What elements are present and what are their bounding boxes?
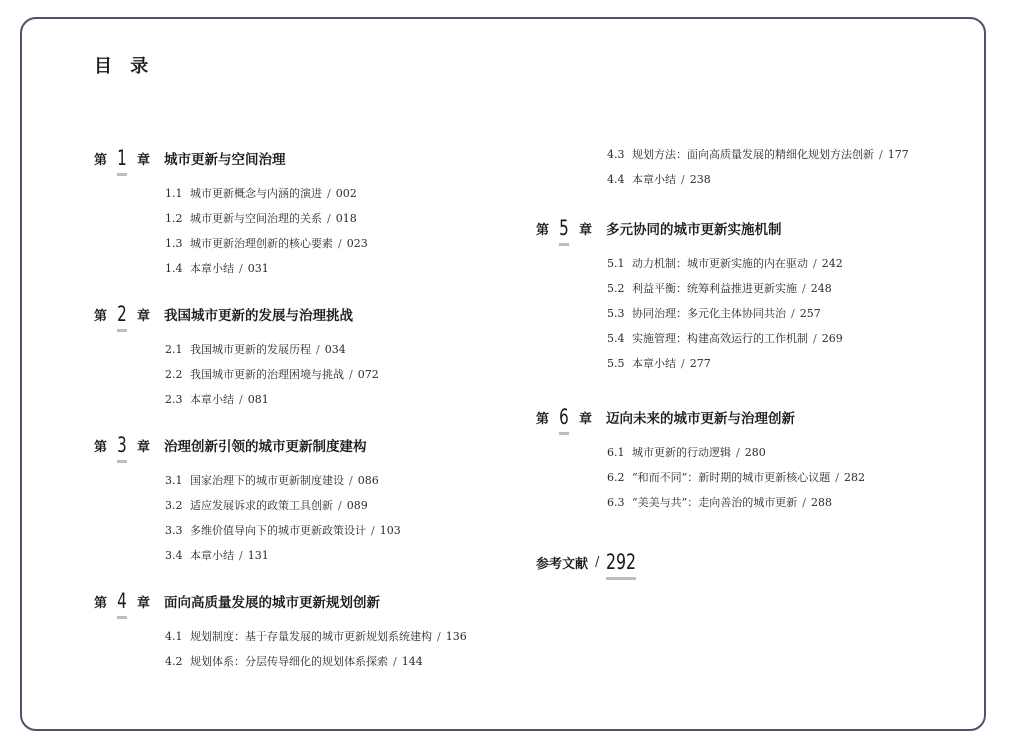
section-number: 2.3 bbox=[165, 393, 183, 406]
section-title: 本章小结 bbox=[190, 549, 234, 562]
page-separator: / bbox=[239, 549, 243, 562]
section-number: 6.2 bbox=[607, 471, 625, 484]
chapter-prefix: 第 bbox=[94, 152, 108, 168]
page-separator: / bbox=[316, 343, 320, 356]
chapter-heading[interactable] bbox=[94, 299, 514, 329]
section-title: “美美与共”：走向善治的城市更新 bbox=[632, 496, 798, 509]
section-page: 136 bbox=[445, 630, 467, 643]
section-page: 031 bbox=[247, 262, 269, 275]
section-number: 2.1 bbox=[165, 343, 183, 356]
section-number: 4.4 bbox=[607, 173, 625, 186]
references-entry[interactable] bbox=[536, 550, 956, 574]
section-page: 269 bbox=[821, 332, 843, 345]
chapter-title: 迈向未来的城市更新与治理创新 bbox=[606, 411, 796, 427]
page-separator: / bbox=[791, 307, 795, 320]
section-title: 动力机制：城市更新实施的内在驱动 bbox=[632, 257, 808, 270]
section-title: 本章小结 bbox=[632, 357, 676, 370]
section-number: 2.2 bbox=[165, 368, 183, 381]
chapter-heading[interactable] bbox=[536, 213, 956, 243]
section-title: 协同治理：多元化主体协同共治 bbox=[632, 307, 786, 320]
section-item[interactable] bbox=[165, 206, 514, 231]
chapter-heading[interactable] bbox=[94, 143, 514, 173]
section-page: 002 bbox=[335, 187, 357, 200]
chapter-title: 多元协同的城市更新实施机制 bbox=[606, 222, 782, 238]
page-separator: / bbox=[393, 655, 397, 668]
section-item[interactable] bbox=[607, 167, 956, 192]
section-item[interactable] bbox=[165, 624, 514, 649]
section-page: 034 bbox=[324, 343, 346, 356]
section-title: 适应发展诉求的政策工具创新 bbox=[190, 499, 333, 512]
page-separator: / bbox=[349, 474, 353, 487]
section-title: 利益平衡：统筹利益推进更新实施 bbox=[632, 282, 797, 295]
section-item[interactable] bbox=[607, 251, 956, 276]
chapter-heading[interactable] bbox=[536, 402, 956, 432]
section-page: 242 bbox=[821, 257, 843, 270]
page-separator: / bbox=[835, 471, 839, 484]
section-number: 4.1 bbox=[165, 630, 183, 643]
chapter-prefix: 第 bbox=[94, 308, 108, 324]
section-page: 131 bbox=[247, 549, 269, 562]
chapter-5 bbox=[536, 213, 956, 376]
references-label: 参考文献 bbox=[536, 556, 589, 572]
page-separator: / bbox=[349, 368, 353, 381]
section-list bbox=[94, 468, 514, 568]
section-number: 5.4 bbox=[607, 332, 625, 345]
page-separator: / bbox=[736, 446, 740, 459]
page-separator: / bbox=[879, 148, 883, 161]
section-number: 5.3 bbox=[607, 307, 625, 320]
section-list bbox=[94, 181, 514, 281]
section-title: 城市更新治理创新的核心要素 bbox=[190, 237, 333, 250]
section-item[interactable] bbox=[607, 465, 956, 490]
page-separator: / bbox=[437, 630, 441, 643]
page-separator: / bbox=[595, 554, 600, 570]
section-title: 城市更新与空间治理的关系 bbox=[190, 212, 322, 225]
page-separator: / bbox=[813, 257, 817, 270]
section-title: 本章小结 bbox=[190, 262, 234, 275]
section-item[interactable] bbox=[607, 276, 956, 301]
chapter-prefix: 第 bbox=[536, 411, 550, 427]
section-list bbox=[94, 337, 514, 412]
section-number: 3.1 bbox=[165, 474, 183, 487]
page-separator: / bbox=[239, 262, 243, 275]
section-number: 5.2 bbox=[607, 282, 625, 295]
section-page: 089 bbox=[346, 499, 368, 512]
section-item[interactable] bbox=[607, 490, 956, 515]
page-separator: / bbox=[338, 499, 342, 512]
section-item[interactable] bbox=[165, 518, 514, 543]
section-title: 规划体系：分层传导细化的规划体系探索 bbox=[190, 655, 388, 668]
chapter-number: 6 bbox=[559, 405, 569, 429]
section-item[interactable] bbox=[607, 351, 956, 376]
section-number: 1.1 bbox=[165, 187, 183, 200]
section-item[interactable] bbox=[165, 256, 514, 281]
page-separator: / bbox=[338, 237, 342, 250]
section-page: 023 bbox=[346, 237, 368, 250]
section-list bbox=[536, 440, 956, 515]
section-page: 086 bbox=[357, 474, 379, 487]
section-item[interactable] bbox=[165, 387, 514, 412]
section-number: 1.4 bbox=[165, 262, 183, 275]
section-item[interactable] bbox=[165, 231, 514, 256]
section-title: 规划方法：面向高质量发展的精细化规划方法创新 bbox=[632, 148, 874, 161]
section-page: 288 bbox=[810, 496, 832, 509]
chapter-title: 我国城市更新的发展与治理挑战 bbox=[164, 308, 354, 324]
section-page: 177 bbox=[887, 148, 909, 161]
section-item[interactable] bbox=[165, 181, 514, 206]
section-item[interactable] bbox=[165, 468, 514, 493]
section-page: 238 bbox=[689, 173, 711, 186]
page-separator: / bbox=[327, 212, 331, 225]
chapter-suffix: 章 bbox=[137, 439, 151, 455]
section-number: 5.1 bbox=[607, 257, 625, 270]
section-title: 我国城市更新的发展历程 bbox=[190, 343, 311, 356]
section-number: 1.3 bbox=[165, 237, 183, 250]
section-title: 城市更新概念与内涵的演进 bbox=[190, 187, 322, 200]
section-number: 6.1 bbox=[607, 446, 625, 459]
section-page: 103 bbox=[379, 524, 401, 537]
section-title: 本章小结 bbox=[632, 173, 676, 186]
page-separator: / bbox=[371, 524, 375, 537]
chapter-heading[interactable] bbox=[94, 430, 514, 460]
chapter-heading[interactable] bbox=[94, 586, 514, 616]
section-page: 277 bbox=[689, 357, 711, 370]
section-title: 我国城市更新的治理困境与挑战 bbox=[190, 368, 344, 381]
chapter-number: 2 bbox=[117, 302, 127, 326]
section-list bbox=[94, 624, 514, 674]
chapter-prefix: 第 bbox=[94, 439, 108, 455]
chapter-4 bbox=[94, 586, 514, 674]
references-page: 292 bbox=[606, 550, 637, 574]
page-separator: / bbox=[327, 187, 331, 200]
page-separator: / bbox=[681, 357, 685, 370]
section-number: 3.4 bbox=[165, 549, 183, 562]
section-title: 多维价值导向下的城市更新政策设计 bbox=[190, 524, 366, 537]
section-list bbox=[536, 251, 956, 376]
section-item[interactable] bbox=[165, 337, 514, 362]
chapter-title: 城市更新与空间治理 bbox=[164, 152, 286, 168]
page-separator: / bbox=[802, 282, 806, 295]
chapter-3 bbox=[94, 430, 514, 568]
section-number: 5.5 bbox=[607, 357, 625, 370]
chapter-number: 5 bbox=[559, 216, 569, 240]
section-title: 城市更新的行动逻辑 bbox=[632, 446, 731, 459]
section-page: 144 bbox=[401, 655, 423, 668]
section-title: 本章小结 bbox=[190, 393, 234, 406]
chapter-6 bbox=[536, 402, 956, 515]
section-title: 国家治理下的城市更新制度建设 bbox=[190, 474, 344, 487]
section-page: 248 bbox=[810, 282, 832, 295]
section-item[interactable] bbox=[607, 326, 956, 351]
chapter-2 bbox=[94, 299, 514, 412]
chapter-number: 3 bbox=[117, 433, 127, 457]
page-separator: / bbox=[813, 332, 817, 345]
chapter-title: 治理创新引领的城市更新制度建构 bbox=[164, 439, 367, 455]
section-item[interactable] bbox=[165, 493, 514, 518]
toc-right-column bbox=[536, 142, 956, 574]
section-page: 081 bbox=[247, 393, 269, 406]
chapter-1 bbox=[94, 143, 514, 281]
chapter-title: 面向高质量发展的城市更新规划创新 bbox=[164, 595, 381, 611]
section-number: 4.2 bbox=[165, 655, 183, 668]
chapter-suffix: 章 bbox=[579, 222, 593, 238]
section-list-continued bbox=[536, 142, 956, 192]
page-separator: / bbox=[802, 496, 806, 509]
section-title: 规划制度：基于存量发展的城市更新规划系统建构 bbox=[190, 630, 432, 643]
section-item[interactable] bbox=[165, 649, 514, 674]
toc-left-column bbox=[94, 143, 514, 692]
section-title: 实施管理：构建高效运行的工作机制 bbox=[632, 332, 808, 345]
section-number: 6.3 bbox=[607, 496, 625, 509]
chapter-suffix: 章 bbox=[137, 308, 151, 324]
section-item[interactable] bbox=[607, 142, 956, 167]
chapter-suffix: 章 bbox=[137, 595, 151, 611]
section-number: 3.3 bbox=[165, 524, 183, 537]
section-number: 1.2 bbox=[165, 212, 183, 225]
chapter-number: 4 bbox=[117, 589, 127, 613]
chapter-prefix: 第 bbox=[94, 595, 108, 611]
chapter-suffix: 章 bbox=[579, 411, 593, 427]
section-item[interactable] bbox=[607, 301, 956, 326]
section-item[interactable] bbox=[165, 362, 514, 387]
section-page: 018 bbox=[335, 212, 357, 225]
section-item[interactable] bbox=[607, 440, 956, 465]
toc-title: 目 录 bbox=[94, 56, 155, 77]
page-separator: / bbox=[681, 173, 685, 186]
chapter-suffix: 章 bbox=[137, 152, 151, 168]
section-page: 280 bbox=[744, 446, 766, 459]
section-page: 257 bbox=[799, 307, 821, 320]
section-number: 4.3 bbox=[607, 148, 625, 161]
chapter-number: 1 bbox=[117, 146, 127, 170]
page-separator: / bbox=[239, 393, 243, 406]
section-page: 072 bbox=[357, 368, 379, 381]
section-page: 282 bbox=[843, 471, 865, 484]
section-title: “和而不同”：新时期的城市更新核心议题 bbox=[632, 471, 831, 484]
section-item[interactable] bbox=[165, 543, 514, 568]
chapter-prefix: 第 bbox=[536, 222, 550, 238]
section-number: 3.2 bbox=[165, 499, 183, 512]
